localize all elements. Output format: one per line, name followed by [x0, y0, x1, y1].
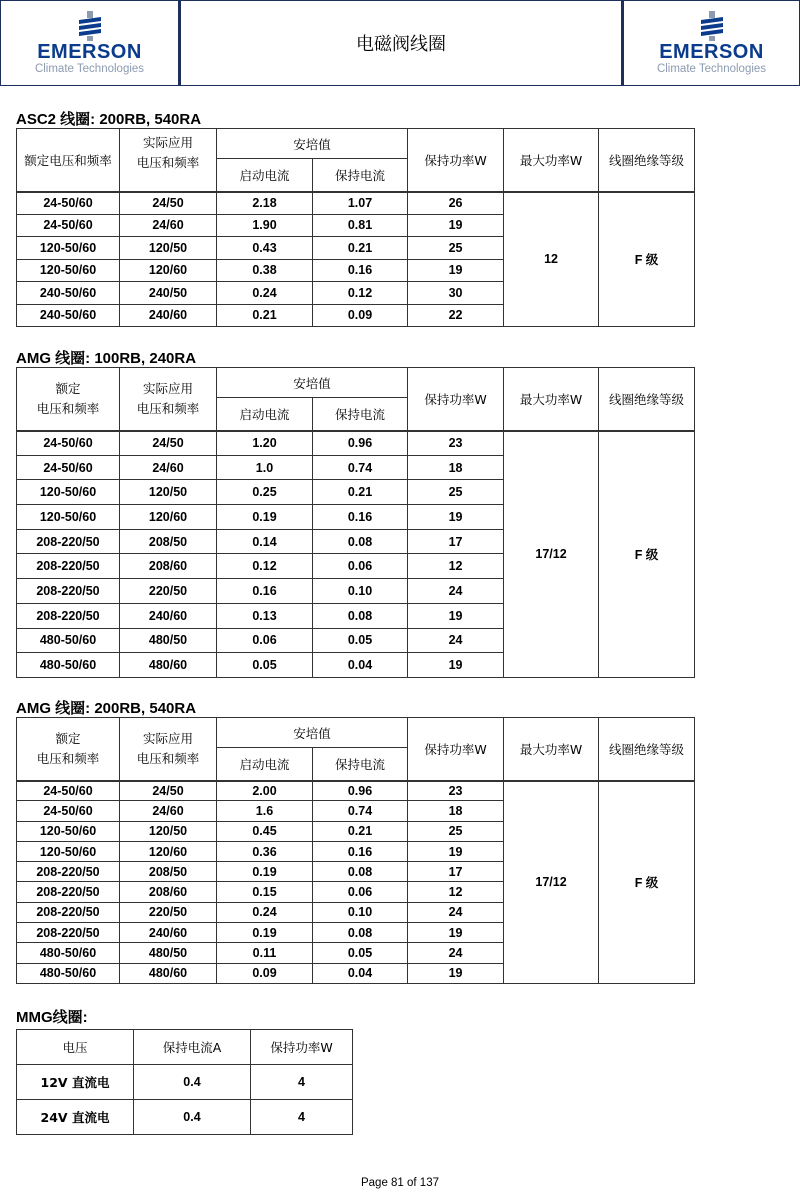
cell-hold-current: 0.16	[313, 505, 408, 530]
mmg-cell-hold-current: 0.4	[134, 1100, 251, 1135]
cell-rated: 208-220/50	[17, 579, 120, 604]
cell-insulation: F 级	[599, 431, 695, 678]
col-header-hold-power: 保持功率W	[408, 368, 504, 431]
cell-rated: 480-50/60	[17, 943, 120, 963]
cell-hold-current: 0.08	[313, 603, 408, 628]
cell-max-power: 17/12	[504, 781, 599, 984]
col-header-ampere: 安培值	[217, 368, 408, 398]
cell-rated: 120-50/60	[17, 841, 120, 861]
cell-hold-current: 0.08	[313, 923, 408, 943]
cell-rated: 208-220/50	[17, 862, 120, 882]
cell-hold-power: 19	[408, 963, 504, 983]
cell-hold-power: 12	[408, 554, 504, 579]
cell-hold-current: 0.04	[313, 653, 408, 678]
cell-hold-current: 0.21	[313, 237, 408, 260]
cell-hold-current: 0.81	[313, 214, 408, 237]
cell-actual: 240/60	[120, 603, 217, 628]
cell-actual: 480/60	[120, 653, 217, 678]
cell-start-current: 1.90	[217, 214, 313, 237]
cell-start-current: 1.6	[217, 801, 313, 821]
col-header-max-power: 最大功率W	[504, 129, 599, 192]
logo-wordmark: EMERSON	[659, 41, 764, 63]
col-header-rated: 额定 电压和频率	[17, 368, 120, 431]
cell-hold-current: 0.04	[313, 963, 408, 983]
cell-rated: 24-50/60	[17, 192, 120, 215]
cell-actual: 120/60	[120, 505, 217, 530]
cell-rated: 120-50/60	[17, 259, 120, 282]
cell-hold-current: 0.10	[313, 579, 408, 604]
cell-hold-power: 19	[408, 505, 504, 530]
cell-actual: 240/60	[120, 304, 217, 327]
cell-hold-current: 0.96	[313, 781, 408, 801]
cell-actual: 240/60	[120, 923, 217, 943]
col-header-hold-current: 保持电流	[313, 159, 408, 192]
cell-hold-power: 30	[408, 282, 504, 305]
col-header-max-power: 最大功率W	[504, 718, 599, 781]
cell-hold-current: 0.08	[313, 529, 408, 554]
cell-actual: 24/60	[120, 801, 217, 821]
cell-hold-current: 0.16	[313, 259, 408, 282]
cell-actual: 120/60	[120, 259, 217, 282]
cell-hold-power: 25	[408, 821, 504, 841]
table-row	[17, 781, 695, 801]
mmg-header-hold-current: 保持电流A	[134, 1030, 251, 1065]
cell-hold-current: 0.96	[313, 431, 408, 456]
cell-start-current: 0.11	[217, 943, 313, 963]
cell-rated: 208-220/50	[17, 882, 120, 902]
cell-hold-power: 18	[408, 801, 504, 821]
cell-rated: 480-50/60	[17, 653, 120, 678]
cell-rated: 208-220/50	[17, 554, 120, 579]
cell-start-current: 0.16	[217, 579, 313, 604]
col-header-rated: 额定电压和频率	[17, 129, 120, 192]
cell-max-power: 17/12	[504, 431, 599, 678]
mmg-section-title: MMG线圈:	[16, 1009, 88, 1026]
cell-start-current: 0.15	[217, 882, 313, 902]
cell-rated: 480-50/60	[17, 963, 120, 983]
cell-hold-power: 19	[408, 841, 504, 861]
mmg-cell-hold-power: 4	[251, 1100, 353, 1135]
cell-actual: 120/50	[120, 237, 217, 260]
col-header-rated: 额定 电压和频率	[17, 718, 120, 781]
cell-start-current: 0.05	[217, 653, 313, 678]
cell-actual: 24/60	[120, 455, 217, 480]
cell-start-current: 0.13	[217, 603, 313, 628]
col-header-hold-current: 保持电流	[313, 748, 408, 781]
col-header-insulation: 线圈绝缘等级	[599, 718, 695, 781]
cell-hold-current: 1.07	[313, 192, 408, 215]
mmg-cell-voltage: 12V 直流电	[17, 1065, 134, 1100]
cell-hold-power: 18	[408, 455, 504, 480]
cell-actual: 208/60	[120, 882, 217, 902]
cell-rated: 120-50/60	[17, 821, 120, 841]
cell-rated: 208-220/50	[17, 603, 120, 628]
col-header-actual: 实际应用 电压和频率	[120, 129, 217, 192]
table-row	[17, 192, 695, 215]
col-header-actual: 实际应用 电压和频率	[120, 718, 217, 781]
col-header-ampere: 安培值	[217, 129, 408, 159]
mmg-cell-hold-power: 4	[251, 1065, 353, 1100]
cell-start-current: 0.43	[217, 237, 313, 260]
cell-hold-current: 0.10	[313, 902, 408, 922]
cell-max-power: 12	[504, 192, 599, 327]
asc2-coil-table	[16, 128, 695, 327]
cell-hold-power: 24	[408, 628, 504, 653]
emerson-mark-icon	[76, 11, 104, 41]
cell-insulation: F 级	[599, 192, 695, 327]
cell-actual: 220/50	[120, 579, 217, 604]
cell-start-current: 0.12	[217, 554, 313, 579]
cell-actual: 240/50	[120, 282, 217, 305]
cell-actual: 24/50	[120, 781, 217, 801]
table-row	[17, 1065, 353, 1100]
col-header-max-power: 最大功率W	[504, 368, 599, 431]
amg200-coil-table	[16, 717, 695, 984]
col-header-insulation: 线圈绝缘等级	[599, 129, 695, 192]
cell-rated: 120-50/60	[17, 505, 120, 530]
cell-rated: 24-50/60	[17, 801, 120, 821]
cell-actual: 120/60	[120, 841, 217, 861]
emerson-mark-icon	[698, 11, 726, 41]
cell-rated: 120-50/60	[17, 480, 120, 505]
emerson-logo-left	[1, 1, 181, 85]
col-header-ampere: 安培值	[217, 718, 408, 748]
cell-rated: 24-50/60	[17, 781, 120, 801]
cell-actual: 480/50	[120, 943, 217, 963]
cell-rated: 208-220/50	[17, 902, 120, 922]
cell-start-current: 0.45	[217, 821, 313, 841]
cell-hold-power: 22	[408, 304, 504, 327]
mmg-header-hold-power: 保持功率W	[251, 1030, 353, 1065]
cell-start-current: 2.18	[217, 192, 313, 215]
cell-hold-power: 19	[408, 214, 504, 237]
logo-subtitle: Climate Technologies	[34, 63, 145, 75]
col-header-hold-power: 保持功率W	[408, 718, 504, 781]
col-header-start-current: 启动电流	[217, 748, 313, 781]
page-header	[0, 0, 800, 86]
cell-actual: 24/50	[120, 192, 217, 215]
col-header-insulation: 线圈绝缘等级	[599, 368, 695, 431]
cell-hold-power: 19	[408, 653, 504, 678]
cell-hold-current: 0.16	[313, 841, 408, 861]
cell-start-current: 2.00	[217, 781, 313, 801]
cell-rated: 120-50/60	[17, 237, 120, 260]
cell-start-current: 1.0	[217, 455, 313, 480]
cell-start-current: 0.06	[217, 628, 313, 653]
cell-actual: 220/50	[120, 902, 217, 922]
cell-actual: 208/50	[120, 529, 217, 554]
cell-rated: 24-50/60	[17, 455, 120, 480]
cell-start-current: 0.09	[217, 963, 313, 983]
cell-actual: 208/60	[120, 554, 217, 579]
col-header-hold-power: 保持功率W	[408, 129, 504, 192]
cell-hold-power: 19	[408, 923, 504, 943]
cell-hold-power: 19	[408, 603, 504, 628]
cell-hold-current: 0.05	[313, 943, 408, 963]
cell-hold-power: 23	[408, 431, 504, 456]
cell-start-current: 0.19	[217, 923, 313, 943]
emerson-logo-right	[621, 1, 799, 85]
cell-hold-current: 0.74	[313, 801, 408, 821]
cell-hold-power: 26	[408, 192, 504, 215]
cell-hold-power: 24	[408, 943, 504, 963]
mmg-cell-voltage: 24V 直流电	[17, 1100, 134, 1135]
cell-hold-power: 19	[408, 259, 504, 282]
page-number: Page 81 of 137	[360, 1177, 439, 1189]
cell-hold-current: 0.08	[313, 862, 408, 882]
amg200-table-body	[17, 781, 695, 984]
cell-hold-current: 0.21	[313, 821, 408, 841]
cell-rated: 208-220/50	[17, 923, 120, 943]
cell-hold-power: 17	[408, 529, 504, 554]
cell-start-current: 0.25	[217, 480, 313, 505]
amg100-coil-table	[16, 367, 695, 678]
cell-actual: 24/50	[120, 431, 217, 456]
cell-start-current: 0.14	[217, 529, 313, 554]
mmg-header-voltage: 电压	[17, 1030, 134, 1065]
cell-actual: 120/50	[120, 821, 217, 841]
cell-rated: 24-50/60	[17, 431, 120, 456]
col-header-start-current: 启动电流	[217, 398, 313, 431]
cell-hold-power: 25	[408, 480, 504, 505]
cell-actual: 208/50	[120, 862, 217, 882]
cell-hold-current: 0.12	[313, 282, 408, 305]
mmg-cell-hold-current: 0.4	[134, 1065, 251, 1100]
cell-start-current: 0.24	[217, 282, 313, 305]
cell-actual: 480/50	[120, 628, 217, 653]
cell-hold-current: 0.09	[313, 304, 408, 327]
cell-start-current: 0.21	[217, 304, 313, 327]
cell-insulation: F 级	[599, 781, 695, 984]
table-row	[17, 1100, 353, 1135]
cell-hold-current: 0.06	[313, 554, 408, 579]
cell-hold-power: 25	[408, 237, 504, 260]
cell-rated: 208-220/50	[17, 529, 120, 554]
cell-start-current: 0.38	[217, 259, 313, 282]
cell-hold-current: 0.05	[313, 628, 408, 653]
logo-subtitle: Climate Technologies	[656, 63, 767, 75]
amg200-section-title: AMG 线圈: 200RB, 540RA	[16, 700, 197, 717]
cell-rated: 480-50/60	[17, 628, 120, 653]
asc2-table-body	[17, 192, 695, 327]
cell-hold-power: 24	[408, 902, 504, 922]
cell-start-current: 0.36	[217, 841, 313, 861]
cell-hold-current: 0.06	[313, 882, 408, 902]
asc2-section-title: ASC2 线圈: 200RB, 540RA	[16, 111, 202, 128]
mmg-coil-table	[16, 1029, 353, 1135]
cell-actual: 480/60	[120, 963, 217, 983]
col-header-start-current: 启动电流	[217, 159, 313, 192]
cell-start-current: 0.24	[217, 902, 313, 922]
cell-hold-power: 17	[408, 862, 504, 882]
cell-start-current: 1.20	[217, 431, 313, 456]
cell-hold-power: 24	[408, 579, 504, 604]
cell-hold-power: 23	[408, 781, 504, 801]
cell-hold-current: 0.21	[313, 480, 408, 505]
cell-rated: 240-50/60	[17, 304, 120, 327]
logo-wordmark: EMERSON	[37, 41, 142, 63]
amg100-table-body	[17, 431, 695, 678]
amg100-section-title: AMG 线圈: 100RB, 240RA	[16, 350, 197, 367]
cell-actual: 120/50	[120, 480, 217, 505]
cell-start-current: 0.19	[217, 862, 313, 882]
cell-hold-current: 0.74	[313, 455, 408, 480]
cell-start-current: 0.19	[217, 505, 313, 530]
page-title: 电磁阀线圈	[356, 34, 446, 55]
cell-rated: 24-50/60	[17, 214, 120, 237]
cell-rated: 240-50/60	[17, 282, 120, 305]
col-header-actual: 实际应用 电压和频率	[120, 368, 217, 431]
table-row	[17, 431, 695, 456]
col-header-hold-current: 保持电流	[313, 398, 408, 431]
cell-hold-power: 12	[408, 882, 504, 902]
cell-actual: 24/60	[120, 214, 217, 237]
